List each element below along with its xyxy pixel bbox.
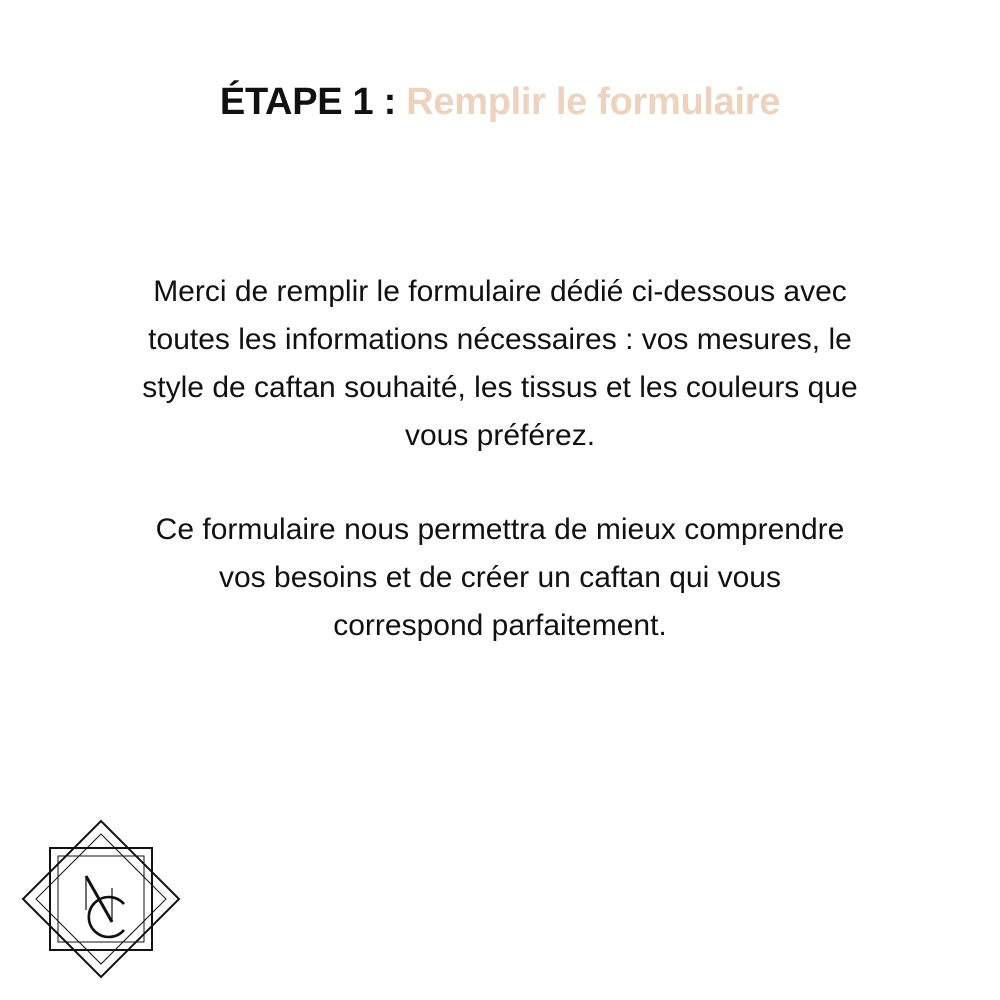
- step-label: ÉTAPE 1: [219, 81, 374, 123]
- step-subtitle: Remplir le formulaire: [406, 81, 781, 123]
- intro-line: Merci de remplir le formulaire dédié ci-dessous avec: [153, 275, 847, 308]
- purpose-paragraph: [0, 506, 1000, 650]
- intro-paragraph: [0, 268, 1000, 460]
- nc-monogram-logo-icon: [20, 818, 182, 980]
- purpose-line: Ce formulaire nous permettra de mieux comprendre: [155, 513, 845, 546]
- intro-line: toutes les informations nécessaires : vos mesures, le: [148, 323, 852, 356]
- intro-line: style de caftan souhaité, les tissus et les couleurs que: [142, 371, 858, 404]
- purpose-line: correspond parfaitement.: [333, 609, 667, 642]
- intro-line: vous préférez.: [404, 419, 596, 452]
- title-separator: :: [373, 81, 407, 123]
- purpose-line: vos besoins et de créer un caftan qui vous: [218, 561, 781, 594]
- page-title: [0, 78, 1000, 126]
